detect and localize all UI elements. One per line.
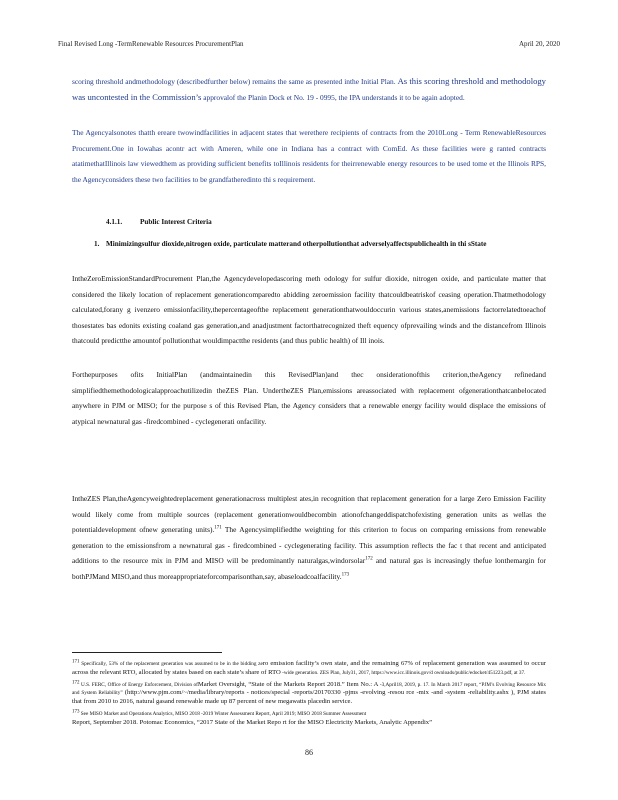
footnote-divider xyxy=(72,652,222,653)
paragraph-scoring-threshold xyxy=(72,74,546,105)
paragraph-zes-methodology: IntheZeroEmissionStandardProcurement Plan,the Agencydevelopedascoring meth odology for sulfur dioxide, nitrogen oxide, and particulate matter that considered the likely location of replacement generationcomparedto abidding zeroemission facility thatcouldbeatriskof ceasing operation.Thatmethodology calculated,forany g ivenzero emissionfacility,thepercentageofthe replacement generationthatwouldoccurin various states,anemissions factorrelatedtoeachof thosestates bas edonits existing coaland gas generation,and anadjustment factorthatrecognized theft equency ofprevailing winds and the distancefrom Illinois thatcould predictthe amountof pollutionthat wouldimpactthe residents (and thus public health) of Ill inois. xyxy=(72,274,546,345)
footnote-link[interactable]: -wide generation. ZES Plan, July31, 2017, https://www.icc.illinois.gov/d ownloads/public/edocket/451223.pdf, at 37. xyxy=(280,669,526,676)
section-number: 4.1.1. xyxy=(106,218,123,226)
header-title: Final Revised Long -TermRenewable Resources ProcurementPlan xyxy=(58,40,244,48)
section-heading xyxy=(106,218,212,226)
footnote-173 xyxy=(72,710,546,728)
footnote-text[interactable]: (http://www.pjm.com/~/media/library/reports - notices/special -reports/20170330 -pjms -evolving -resou rce -mix -and -system -reliability.ashx ), PJM states that from 2010 to 2016, natural gasand renewable made up 87 percent of new megawatts placedin service. xyxy=(72,689,546,706)
p5-text-c: and natural gas is increasingly thefue lonthemargin for bothPJMand MISO,and thus moreappropriateforcomparisonthan,say, abaseloadcoalfacility. xyxy=(72,556,546,581)
criterion-item-1 xyxy=(94,237,526,251)
p1-text-c: approvalof the Planin Dock et No. 19 - 0995, the IPA understands it to be again adopted. xyxy=(203,92,465,102)
footnote-text: Market Oversight, “State of the Markets Report 2018.” Item No.: A xyxy=(197,680,379,688)
header-date: April 20, 2020 xyxy=(518,40,560,48)
footnote-172 xyxy=(72,681,546,707)
footnote-text: ro emission facility’s own state, and the remaining 67% of replacement generation was assumed to occur across the relevant RTO, allocated by states based on each state’s share of RTO xyxy=(72,660,546,676)
p1-text-b: As this scoring threshold and methodology was uncontested in the Commission’s xyxy=(72,76,546,102)
p5-text-a: IntheZES Plan,theAgencyweightedreplacement generationacross multiplest ates,in recognition that replacement generation for a large Zero Emission Facility would likely come from multiple sources (replacement generationwouldbecombin ationofchangeddispatchofexisting generation units as wellas the potentialdevelopment ofnew generating units). xyxy=(72,494,546,534)
footnote-ref-172[interactable]: 172 xyxy=(365,556,373,562)
footnote-number: 172 xyxy=(72,679,80,685)
section-title: Public Interest Criteria xyxy=(139,218,212,226)
footnote-text: -3,April18, 2019, p. 17. In March 2017 report, “PJM’s Evolving Resource Mix and System Reliability” xyxy=(72,681,546,697)
p1-text-a: scoring threshold andmethodology (describedfurther below) remains the same as presented inthe Initial Plan. xyxy=(72,77,396,86)
page-number: 86 xyxy=(305,748,313,757)
paragraph-weighting xyxy=(72,491,546,584)
criterion-number: 1. xyxy=(94,240,100,248)
footnote-text: See MISO Market and Operations Analytics, MISO 2018 -2019 Winter Assessment Report, April 2019; MISO 2018 Summer Assessment xyxy=(79,710,367,717)
footnote-number: 173 xyxy=(72,709,80,715)
footnote-ref-173[interactable]: 173 xyxy=(341,572,350,578)
paragraph-wind-facilities: The Agencyalsonotes thatth ereare twowindfacilities in adjacent states that werethere recipients of contracts from the 2010Long - Term RenewableResources Procurement.One in Iowahas acontr act with Ameren, while one in Indiana has a contract with ComEd. As these facilities were g ranted contracts atatimethatIllinois law viewedthem as providing sufficient benefits toIllinois residents for theirrenewable energy resources to be used tome et the Illinois RPS, the Agencyconsiders these two facilities to be grandfatheredinto thi s requirement. xyxy=(72,128,546,184)
footnote-text: Report, September 2018. Potomac Economics, “2017 State of the Market Repo rt for the MISO Electricity Markets, Analytic Appendix” xyxy=(72,718,433,726)
paragraph-initial-plan: Forthepurposes ofits InitialPlan (andmaintainedin this RevisedPlan)and thec onsiderationofthis criterion,theAgency refinedand simplifiedthemethodologicalapproachutilizedin theZES Plan. UndertheZES Plan,emissions areassociated with replacement ofgenerationthatcanbelocated anywhere in PJM or MISO; for the purpose s of this Revised Plan, the Agency considers that a renewable energy facility would displace the emissions of atypical newnatural gas -firedcombined - cyclegenerati onfacility. xyxy=(72,370,546,426)
footnote-text: Specifically, 53% of the replacement generation was assumed to be in the bidding ze xyxy=(79,661,263,667)
footnote-text: U.S. FERC, Office of Energy Enforcement, Division of xyxy=(79,681,198,688)
running-header xyxy=(58,40,560,48)
footnotes xyxy=(72,660,546,731)
footnote-171 xyxy=(72,660,546,678)
footnote-number: 171 xyxy=(72,659,80,665)
p5-text-b: The Agencysimplifiedthe weighting for this criterion to focus on comparing emissions from renewable generation to the emissionsfrom a newnatural gas - firedcombined - cyclegenerating facility. This assumption reflects the fac t that recent and anticipated additions to the resource mix in PJM and MISO will be predominantly naturalgas,windorsolar xyxy=(72,525,546,565)
criterion-text: Minimizingsulfur dioxide,nitrogen oxide, particulate matterand otherpollutionthat adverselyaffectspublichealth in thi sState xyxy=(106,240,487,248)
footnote-ref-171[interactable]: 171 xyxy=(214,525,222,531)
